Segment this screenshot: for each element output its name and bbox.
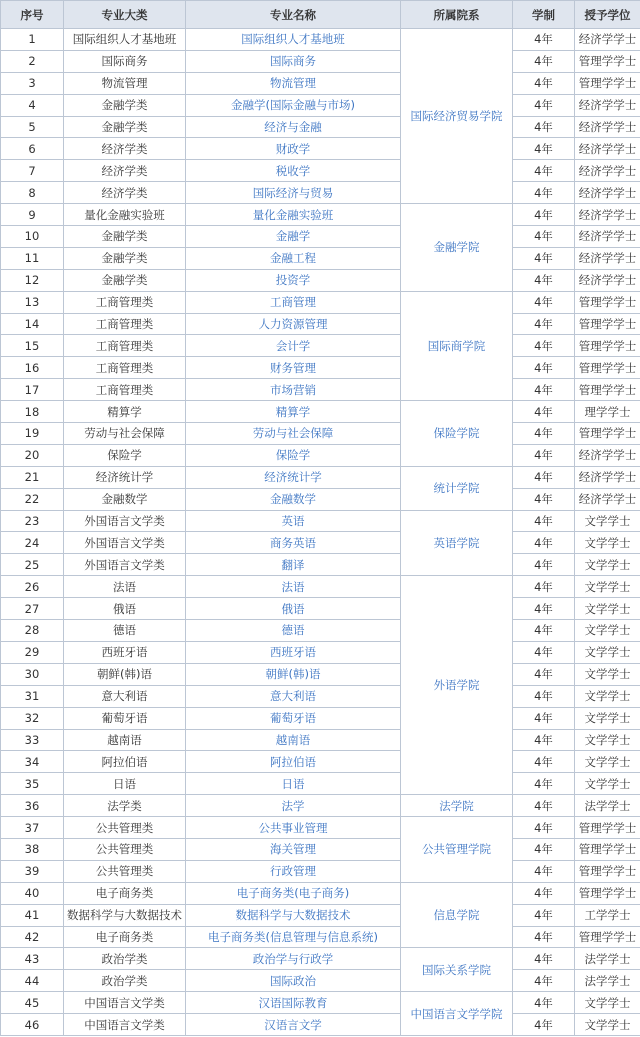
study-years: 4年 (513, 226, 575, 248)
major-category: 工商管理类 (64, 291, 186, 313)
study-years: 4年 (513, 291, 575, 313)
degree-awarded: 文学学士 (575, 641, 640, 663)
table-header-row (1, 1, 640, 29)
study-years: 4年 (513, 444, 575, 466)
row-number: 13 (1, 291, 64, 313)
major-name-link[interactable]: 日语 (186, 773, 401, 795)
degree-awarded: 理学学士 (575, 401, 640, 423)
major-name-link[interactable]: 国际政治 (186, 970, 401, 992)
degree-awarded: 文学学士 (575, 707, 640, 729)
table-row (1, 554, 640, 576)
major-name-link[interactable]: 财政学 (186, 138, 401, 160)
study-years: 4年 (513, 641, 575, 663)
table-row (1, 795, 640, 817)
table-row (1, 160, 640, 182)
study-years: 4年 (513, 576, 575, 598)
major-name-link[interactable]: 行政管理 (186, 860, 401, 882)
major-name-link[interactable]: 法学 (186, 795, 401, 817)
study-years: 4年 (513, 532, 575, 554)
study-years: 4年 (513, 707, 575, 729)
major-category: 中国语言文学类 (64, 992, 186, 1014)
major-category: 日语 (64, 773, 186, 795)
study-years: 4年 (513, 50, 575, 72)
major-name-link[interactable]: 市场营销 (186, 379, 401, 401)
college-link[interactable]: 金融学院 (401, 204, 513, 292)
table-row (1, 751, 640, 773)
major-category: 越南语 (64, 729, 186, 751)
major-name-link[interactable]: 法语 (186, 576, 401, 598)
row-number: 43 (1, 948, 64, 970)
college-link[interactable]: 中国语言文学学院 (401, 992, 513, 1036)
major-category: 经济学类 (64, 138, 186, 160)
degree-awarded: 文学学士 (575, 685, 640, 707)
degree-awarded: 文学学士 (575, 532, 640, 554)
table-row (1, 226, 640, 248)
degree-awarded: 管理学学士 (575, 357, 640, 379)
row-number: 7 (1, 160, 64, 182)
major-name-link[interactable]: 电子商务类(电子商务) (186, 882, 401, 904)
study-years: 4年 (513, 992, 575, 1014)
study-years: 4年 (513, 72, 575, 94)
major-name-link[interactable]: 翻译 (186, 554, 401, 576)
row-number: 36 (1, 795, 64, 817)
table-row (1, 882, 640, 904)
study-years: 4年 (513, 860, 575, 882)
degree-awarded: 文学学士 (575, 751, 640, 773)
table-row (1, 269, 640, 291)
major-name-link[interactable]: 精算学 (186, 401, 401, 423)
table-row (1, 904, 640, 926)
college-link[interactable]: 国际关系学院 (401, 948, 513, 992)
row-number: 4 (1, 94, 64, 116)
row-number: 2 (1, 50, 64, 72)
row-number: 46 (1, 1014, 64, 1036)
major-category: 法学类 (64, 795, 186, 817)
row-number: 8 (1, 182, 64, 204)
row-number: 14 (1, 313, 64, 335)
major-name-link[interactable]: 朝鲜(韩)语 (186, 663, 401, 685)
study-years: 4年 (513, 335, 575, 357)
degree-awarded: 经济学学士 (575, 466, 640, 488)
row-number: 9 (1, 204, 64, 226)
major-name-link[interactable]: 电子商务类(信息管理与信息系统) (186, 926, 401, 948)
degree-awarded: 文学学士 (575, 1014, 640, 1036)
major-category: 金融学类 (64, 247, 186, 269)
major-category: 俄语 (64, 598, 186, 620)
degree-awarded: 经济学学士 (575, 269, 640, 291)
row-number: 44 (1, 970, 64, 992)
study-years: 4年 (513, 116, 575, 138)
study-years: 4年 (513, 817, 575, 839)
header-no: 序号 (1, 1, 64, 29)
table-row (1, 116, 640, 138)
row-number: 34 (1, 751, 64, 773)
row-number: 40 (1, 882, 64, 904)
major-category: 葡萄牙语 (64, 707, 186, 729)
row-number: 19 (1, 423, 64, 445)
major-category: 金融学类 (64, 116, 186, 138)
study-years: 4年 (513, 773, 575, 795)
major-category: 金融学类 (64, 226, 186, 248)
major-name-link[interactable]: 金融工程 (186, 247, 401, 269)
row-number: 25 (1, 554, 64, 576)
row-number: 41 (1, 904, 64, 926)
row-number: 24 (1, 532, 64, 554)
major-category: 电子商务类 (64, 882, 186, 904)
major-category: 政治学类 (64, 970, 186, 992)
row-number: 39 (1, 860, 64, 882)
major-name-link[interactable]: 汉语言文学 (186, 1014, 401, 1036)
degree-awarded: 经济学学士 (575, 29, 640, 51)
college-link[interactable]: 国际商学院 (401, 291, 513, 400)
row-number: 20 (1, 444, 64, 466)
table-row (1, 948, 640, 970)
table-row (1, 247, 640, 269)
study-years: 4年 (513, 663, 575, 685)
degree-awarded: 文学学士 (575, 598, 640, 620)
table-row (1, 379, 640, 401)
study-years: 4年 (513, 904, 575, 926)
major-name-link[interactable]: 葡萄牙语 (186, 707, 401, 729)
table-row (1, 291, 640, 313)
table-row (1, 50, 640, 72)
major-name-link[interactable]: 工商管理 (186, 291, 401, 313)
major-name-link[interactable]: 投资学 (186, 269, 401, 291)
major-category: 中国语言文学类 (64, 1014, 186, 1036)
degree-awarded: 法学学士 (575, 795, 640, 817)
degree-awarded: 经济学学士 (575, 138, 640, 160)
row-number: 32 (1, 707, 64, 729)
major-category: 朝鲜(韩)语 (64, 663, 186, 685)
table-row (1, 576, 640, 598)
degree-awarded: 经济学学士 (575, 488, 640, 510)
table-row (1, 357, 640, 379)
major-name-link[interactable]: 金融学(国际金融与市场) (186, 94, 401, 116)
degree-awarded: 管理学学士 (575, 72, 640, 94)
table-row (1, 401, 640, 423)
major-name-link[interactable]: 海关管理 (186, 838, 401, 860)
college-link[interactable]: 保险学院 (401, 401, 513, 467)
major-category: 金融学类 (64, 94, 186, 116)
row-number: 18 (1, 401, 64, 423)
degree-awarded: 管理学学士 (575, 50, 640, 72)
table-row (1, 729, 640, 751)
major-name-link[interactable]: 意大利语 (186, 685, 401, 707)
table-row (1, 926, 640, 948)
major-category: 西班牙语 (64, 641, 186, 663)
table-row (1, 94, 640, 116)
degree-awarded: 文学学士 (575, 729, 640, 751)
college-link[interactable]: 英语学院 (401, 510, 513, 576)
major-category: 金融数学 (64, 488, 186, 510)
major-name-link[interactable]: 会计学 (186, 335, 401, 357)
major-category: 劳动与社会保障 (64, 423, 186, 445)
degree-awarded: 管理学学士 (575, 860, 640, 882)
degree-awarded: 管理学学士 (575, 838, 640, 860)
major-category: 外国语言文学类 (64, 554, 186, 576)
major-name-link[interactable]: 俄语 (186, 598, 401, 620)
college-link[interactable]: 统计学院 (401, 466, 513, 510)
row-number: 5 (1, 116, 64, 138)
major-category: 工商管理类 (64, 335, 186, 357)
table-row (1, 72, 640, 94)
major-category: 公共管理类 (64, 838, 186, 860)
row-number: 38 (1, 838, 64, 860)
study-years: 4年 (513, 313, 575, 335)
header-years: 学制 (513, 1, 575, 29)
table-row (1, 532, 640, 554)
major-category: 国际商务 (64, 50, 186, 72)
major-name-link[interactable]: 西班牙语 (186, 641, 401, 663)
row-number: 30 (1, 663, 64, 685)
degree-awarded: 管理学学士 (575, 379, 640, 401)
degree-awarded: 经济学学士 (575, 116, 640, 138)
major-category: 经济学类 (64, 160, 186, 182)
degree-awarded: 文学学士 (575, 576, 640, 598)
degree-awarded: 管理学学士 (575, 313, 640, 335)
major-category: 意大利语 (64, 685, 186, 707)
row-number: 27 (1, 598, 64, 620)
header-major: 专业名称 (186, 1, 401, 29)
study-years: 4年 (513, 685, 575, 707)
table-body (1, 29, 640, 1036)
major-name-link[interactable]: 金融数学 (186, 488, 401, 510)
study-years: 4年 (513, 138, 575, 160)
table-row (1, 970, 640, 992)
degree-awarded: 文学学士 (575, 620, 640, 642)
major-name-link[interactable]: 公共事业管理 (186, 817, 401, 839)
study-years: 4年 (513, 598, 575, 620)
study-years: 4年 (513, 1014, 575, 1036)
row-number: 15 (1, 335, 64, 357)
study-years: 4年 (513, 247, 575, 269)
degree-awarded: 经济学学士 (575, 160, 640, 182)
degree-awarded: 法学学士 (575, 948, 640, 970)
major-category: 电子商务类 (64, 926, 186, 948)
row-number: 3 (1, 72, 64, 94)
row-number: 29 (1, 641, 64, 663)
table-row (1, 992, 640, 1014)
major-name-link[interactable]: 国际经济与贸易 (186, 182, 401, 204)
table-row (1, 641, 640, 663)
major-category: 数据科学与大数据技术 (64, 904, 186, 926)
major-name-link[interactable]: 数据科学与大数据技术 (186, 904, 401, 926)
degree-awarded: 文学学士 (575, 510, 640, 532)
major-category: 政治学类 (64, 948, 186, 970)
degree-awarded: 管理学学士 (575, 926, 640, 948)
row-number: 45 (1, 992, 64, 1014)
major-category: 外国语言文学类 (64, 532, 186, 554)
table-row (1, 620, 640, 642)
major-category: 物流管理 (64, 72, 186, 94)
row-number: 42 (1, 926, 64, 948)
row-number: 6 (1, 138, 64, 160)
major-category: 量化金融实验班 (64, 204, 186, 226)
row-number: 21 (1, 466, 64, 488)
college-link[interactable]: 外语学院 (401, 576, 513, 795)
degree-awarded: 经济学学士 (575, 247, 640, 269)
study-years: 4年 (513, 926, 575, 948)
table-row (1, 29, 640, 51)
major-name-link[interactable]: 德语 (186, 620, 401, 642)
degree-awarded: 文学学士 (575, 554, 640, 576)
degree-awarded: 经济学学士 (575, 182, 640, 204)
college-link[interactable]: 信息学院 (401, 882, 513, 948)
major-name-link[interactable]: 保险学 (186, 444, 401, 466)
study-years: 4年 (513, 488, 575, 510)
study-years: 4年 (513, 751, 575, 773)
major-name-link[interactable]: 人力资源管理 (186, 313, 401, 335)
major-name-link[interactable]: 汉语国际教育 (186, 992, 401, 1014)
table-row (1, 773, 640, 795)
degree-awarded: 经济学学士 (575, 226, 640, 248)
major-name-link[interactable]: 税收学 (186, 160, 401, 182)
study-years: 4年 (513, 729, 575, 751)
row-number: 17 (1, 379, 64, 401)
major-name-link[interactable]: 金融学 (186, 226, 401, 248)
major-category: 阿拉伯语 (64, 751, 186, 773)
major-category: 德语 (64, 620, 186, 642)
major-name-link[interactable]: 英语 (186, 510, 401, 532)
row-number: 37 (1, 817, 64, 839)
major-category: 工商管理类 (64, 357, 186, 379)
degree-awarded: 文学学士 (575, 773, 640, 795)
major-category: 工商管理类 (64, 313, 186, 335)
major-category: 精算学 (64, 401, 186, 423)
major-category: 保险学 (64, 444, 186, 466)
major-name-link[interactable]: 国际商务 (186, 50, 401, 72)
degree-awarded: 管理学学士 (575, 817, 640, 839)
table-row (1, 707, 640, 729)
study-years: 4年 (513, 423, 575, 445)
college-link[interactable]: 公共管理学院 (401, 817, 513, 883)
study-years: 4年 (513, 838, 575, 860)
table-row (1, 423, 640, 445)
table-row (1, 138, 640, 160)
major-name-link[interactable]: 经济与金融 (186, 116, 401, 138)
major-name-link[interactable]: 量化金融实验班 (186, 204, 401, 226)
study-years: 4年 (513, 269, 575, 291)
study-years: 4年 (513, 94, 575, 116)
row-number: 12 (1, 269, 64, 291)
header-category: 专业大类 (64, 1, 186, 29)
table-row (1, 204, 640, 226)
major-category: 公共管理类 (64, 860, 186, 882)
table-row (1, 685, 640, 707)
major-category: 外国语言文学类 (64, 510, 186, 532)
table-row (1, 1014, 640, 1036)
table-row (1, 663, 640, 685)
header-college: 所属院系 (401, 1, 513, 29)
study-years: 4年 (513, 620, 575, 642)
table-row (1, 182, 640, 204)
table-row (1, 335, 640, 357)
row-number: 11 (1, 247, 64, 269)
major-name-link[interactable]: 政治学与行政学 (186, 948, 401, 970)
study-years: 4年 (513, 160, 575, 182)
row-number: 35 (1, 773, 64, 795)
study-years: 4年 (513, 510, 575, 532)
study-years: 4年 (513, 401, 575, 423)
row-number: 33 (1, 729, 64, 751)
degree-awarded: 经济学学士 (575, 94, 640, 116)
degree-awarded: 法学学士 (575, 970, 640, 992)
study-years: 4年 (513, 466, 575, 488)
row-number: 22 (1, 488, 64, 510)
row-number: 28 (1, 620, 64, 642)
study-years: 4年 (513, 29, 575, 51)
major-category: 经济学类 (64, 182, 186, 204)
degree-awarded: 管理学学士 (575, 335, 640, 357)
study-years: 4年 (513, 204, 575, 226)
major-category: 公共管理类 (64, 817, 186, 839)
major-name-link[interactable]: 商务英语 (186, 532, 401, 554)
major-name-link[interactable]: 国际组织人才基地班 (186, 29, 401, 51)
row-number: 31 (1, 685, 64, 707)
table-row (1, 598, 640, 620)
major-name-link[interactable]: 阿拉伯语 (186, 751, 401, 773)
study-years: 4年 (513, 970, 575, 992)
degree-awarded: 经济学学士 (575, 444, 640, 466)
major-name-link[interactable]: 越南语 (186, 729, 401, 751)
degree-awarded: 文学学士 (575, 992, 640, 1014)
table-row (1, 444, 640, 466)
college-link[interactable]: 国际经济贸易学院 (401, 29, 513, 204)
major-name-link[interactable]: 财务管理 (186, 357, 401, 379)
major-category: 法语 (64, 576, 186, 598)
major-category: 经济统计学 (64, 466, 186, 488)
degree-awarded: 文学学士 (575, 663, 640, 685)
major-category: 国际组织人才基地班 (64, 29, 186, 51)
table-row (1, 466, 640, 488)
table-row (1, 510, 640, 532)
study-years: 4年 (513, 882, 575, 904)
table-row (1, 488, 640, 510)
table-row (1, 860, 640, 882)
row-number: 16 (1, 357, 64, 379)
major-name-link[interactable]: 劳动与社会保障 (186, 423, 401, 445)
study-years: 4年 (513, 379, 575, 401)
header-degree: 授予学位 (575, 1, 640, 29)
study-years: 4年 (513, 182, 575, 204)
major-name-link[interactable]: 物流管理 (186, 72, 401, 94)
table-row (1, 838, 640, 860)
degree-awarded: 管理学学士 (575, 291, 640, 313)
major-name-link[interactable]: 经济统计学 (186, 466, 401, 488)
row-number: 26 (1, 576, 64, 598)
college-link[interactable]: 法学院 (401, 795, 513, 817)
row-number: 23 (1, 510, 64, 532)
study-years: 4年 (513, 795, 575, 817)
degree-awarded: 经济学学士 (575, 204, 640, 226)
table-row (1, 313, 640, 335)
study-years: 4年 (513, 948, 575, 970)
major-category: 工商管理类 (64, 379, 186, 401)
degree-awarded: 工学学士 (575, 904, 640, 926)
table-row (1, 817, 640, 839)
study-years: 4年 (513, 357, 575, 379)
degree-awarded: 管理学学士 (575, 423, 640, 445)
row-number: 10 (1, 226, 64, 248)
row-number: 1 (1, 29, 64, 51)
study-years: 4年 (513, 554, 575, 576)
degree-awarded: 管理学学士 (575, 882, 640, 904)
major-category: 金融学类 (64, 269, 186, 291)
